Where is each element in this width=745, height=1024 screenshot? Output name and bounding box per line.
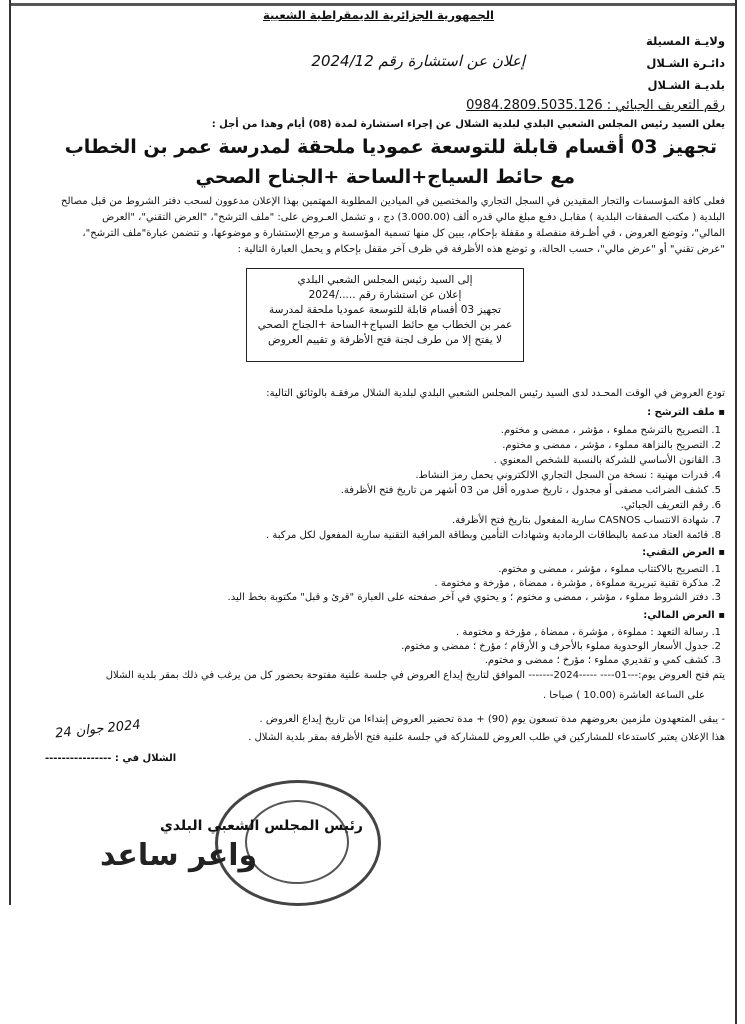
section-title-candidature: ▪ ملف الترشح : <box>647 407 725 418</box>
list-item: 3. كشف كمي و تقديري مملوء ؛ مؤرخ ؛ ممضى و مختوم. <box>484 655 721 666</box>
page-border-left <box>9 0 11 905</box>
envelope-line: لا يفتح إلا من طرف لجنة فتح الأظرفة و تقييم العروض <box>268 334 502 346</box>
envelope-line: إعلان عن استشارة رقم ...../2024 <box>308 289 462 301</box>
list-item: 1. رسالة التعهد : مملوءة , مؤشرة ، ممضاة , مؤرخة و مختومة . <box>456 627 721 638</box>
headline-line-2: مع حائط السياج+الساحة +الجناح الصحي <box>195 166 575 188</box>
summons-text: هذا الإعلان يعتبر كاستدعاء للمشاركين في طلب العروض للمشاركة في جلسة علنية فتح الأظرفة بمقر بلدية الشلال . <box>248 732 725 743</box>
baladiya-label: بلديـة الشـلال <box>647 78 725 92</box>
handwritten-date: 2024 جوان 24 <box>54 717 142 742</box>
list-item: 2. جدول الأسعار الوحدوية مملوء بالأحرف و الأرقام ؛ مؤرخ ؛ ممضى و مختوم. <box>401 641 721 652</box>
opening-line-2: على الساعة العاشرة (10.00 ) صباحا . <box>542 690 705 701</box>
list-item: 8. قائمة العتاد مدعمة بالبطاقات الرمادية وشهادات التأمين وبطاقة المراقبة التقنية سارية المفعول لكل مركبة . <box>265 530 721 541</box>
daira-label: دائـرة الشـلال <box>646 56 725 70</box>
list-item: 4. قدرات مهنية : نسخة من السجل التجاري الالكتروني يحمل رمز النشاط. <box>415 470 721 481</box>
official-stamp-inner <box>245 800 349 884</box>
republic-header: الجمهورية الجزائرية الديمقراطية الشعبية <box>262 8 494 22</box>
paragraph-line-2: البلدية ( مكتب الصفقات البلدية ) مقابـل دفـع مبلغ مالي قدره ألف (3.000.00) دج ، و تشمل العـروض على: "ملف الترشح"، "العرض التقني"، "العرض <box>102 212 725 223</box>
envelope-line: عمر بن الخطاب مع حائط السياج+الساحة +الجناح الصحي <box>257 319 513 331</box>
intro-text: يعلن السيد رئيس المجلس الشعبي البلدي لبلدية الشلال عن إجراء استشارة لمدة (08) أيام وهذا من أجل : <box>211 119 725 130</box>
headline-line-1: تجهيز 03 أقسام قابلة للتوسعة عموديا ملحقة لمدرسة عمر بن الخطاب <box>64 136 717 158</box>
wilaya-label: ولايـة المسيلة <box>646 34 725 48</box>
paragraph-line-1: فعلى كافة المؤسسات والتجار المقيدين في السجل التجاري والمختصين في الميادين المطلوبة المهتمين بهذا الإعلان مدعوون لسحب دفتر الشروط من قبل مصالح <box>61 196 725 207</box>
envelope-line: تجهيز 03 أقسام قابلة للتوسعة عموديا ملحقة لمدرسة <box>269 304 501 316</box>
list-item: 2. مذكرة تقنية تبريرية مملوءة , مؤشرة ، ممضاة , مؤرخة و مختومة . <box>434 578 721 589</box>
section-title-technical: ▪ العرض التقني: <box>642 547 725 558</box>
consultation-title: إعلان عن استشارة رقم 2024/12 <box>311 52 525 70</box>
list-item: 3. القانون الأساسي للشركة بالنسبة للشخص المعنوي . <box>493 455 721 466</box>
list-item: 1. التصريح بالترشح مملوء ، مؤشر ، ممضى و مختوم. <box>500 425 721 436</box>
validity-text: - يبقى المتعهدون ملزمين بعروضهم مدة تسعون يوم (90) + مدة تحضير العروض إبتداءا من تاريخ إيداع العروض . <box>259 714 725 725</box>
place-date: الشلال في : ---------------- <box>45 753 177 764</box>
signature-title: رئيس المجلس الشعبي البلدي <box>160 818 363 834</box>
list-item: 3. دفتر الشروط مملوء ، مؤشر ، ممضى و مختوم ؛ و يحتوي في آخر صفحته على العبارة "قرئ و قبل" مكتوبة بخط اليد. <box>227 592 721 603</box>
paragraph-line-4: "عرض تقني" أو "عرض مالي"، حسب الحالة، و توضع هذه الأظرفة في ظرف آخر مقفل بإحكام و يحمل العبارة التالية : <box>237 244 725 255</box>
page-border-right <box>735 0 737 1024</box>
opening-line-1: يتم فتح العروض يوم:---01---- -----2024------- الموافق لتاريخ إيداع العروض في جلسة علنية مفتوحة بحضور كل من يرغب في ذلك بمقر بلدية الشلال <box>105 670 725 681</box>
signature-name: واعر ساعد <box>100 838 258 873</box>
list-item: 1. التصريح بالاكتتاب مملوء ، مؤشر ، ممضى و مختوم. <box>498 564 721 575</box>
list-item: 5. كشف الضرائب مصفى أو مجدول ، تاريخ صدوره أقل من 03 أشهر من تاريخ فتح الأظرفة. <box>340 485 721 496</box>
list-item: 7. شهادة الانتساب CASNOS سارية المفعول بتاريخ فتح الأظرفة. <box>451 515 721 526</box>
deposit-text: تودع العروض في الوقت المحـدد لدى السيد رئيس المجلس الشعبي البلدي لبلدية الشلال مرفقـة بالوثائق التالية: <box>266 388 725 399</box>
paragraph-line-3: المالي"، وتوضع العروض ، في أظـرفة منفصلة و مقفلة بإحكام، يبين كل منها تسمية المؤسسة و مرجع الإستشارة و موضوعها، و تتضمن عبارة"ملف الترشح"، <box>82 228 725 239</box>
list-item: 6. رقم التعريف الجبائي. <box>620 500 721 511</box>
list-item: 2. التصريح بالنزاهة مملوء ، مؤشر ، ممضى و مختوم. <box>502 440 721 451</box>
envelope-line: إلى السيد رئيس المجلس الشعبي البلدي <box>297 274 473 286</box>
tax-id: رقم التعريف الجبائي : 0984.2809.5035.126 <box>466 98 725 113</box>
section-title-financial: ▪ العرض المالي: <box>643 610 725 621</box>
envelope-label-box <box>246 268 524 362</box>
page-border-top <box>9 3 737 6</box>
